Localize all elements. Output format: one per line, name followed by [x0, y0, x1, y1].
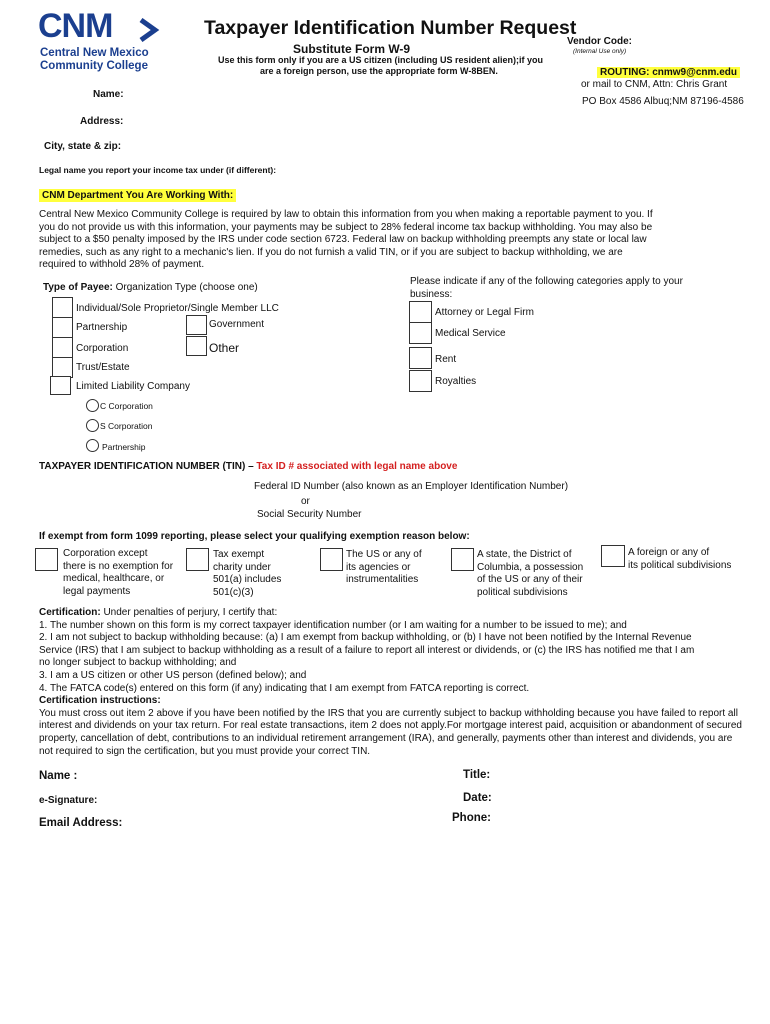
exempt-text-line: instrumentalities: [346, 574, 419, 586]
radio-c-corporation[interactable]: [86, 399, 99, 412]
form-subtitle: Substitute Form W-9: [293, 42, 411, 56]
exempt-text-line: A foreign or any of: [628, 547, 710, 558]
label-individual: Individual/Sole Proprietor/Single Member LLC: [76, 303, 279, 314]
tin-ssn-label: Social Security Number: [257, 509, 362, 520]
vendor-code-label: Vendor Code:: [567, 36, 633, 47]
label-attorney: Attorney or Legal Firm: [435, 307, 534, 318]
certification-intro-text: Under penalties of perjury, I certify that:: [100, 607, 278, 618]
checkbox-exempt-corporation[interactable]: [35, 548, 58, 571]
label-government: Government: [209, 319, 265, 330]
tin-heading-red: Tax ID # associated with legal name above: [256, 461, 458, 472]
exempt-text-line: of the US or any of their: [477, 574, 583, 586]
name-label: Name:: [93, 89, 124, 100]
label-partnership: Partnership: [76, 322, 128, 333]
label-corporation: Corporation: [76, 343, 129, 354]
categories-heading: [410, 276, 683, 301]
certification-intro: [39, 607, 744, 620]
payee-label: Type of Payee:: [43, 282, 113, 293]
label-royalties: Royalties: [435, 376, 477, 387]
certification-line: 2. I am not subject to backup withholding because: (a) I am exempt from backup withholding, or (b) I have not been notified by the Internal Revenue: [39, 632, 692, 644]
internal-use-note: (Internal Use only): [573, 48, 627, 55]
certification-instruction-line: interest and dividends on your tax return. For real estate transactions, item 2 does not apply.For mortgage interest paid, acquisition or abandonment of secured: [39, 720, 742, 732]
exempt-text-line: its agencies or: [346, 561, 411, 573]
exempt-text-line: A state, the District of: [477, 549, 572, 560]
esignature-label: e-Signature:: [39, 795, 98, 806]
routing-email[interactable]: ROUTING: cnmw9@cnm.edu: [597, 67, 740, 78]
tin-federal-label: Federal ID Number (also known as an Employer Identification Number): [254, 481, 569, 492]
certification-label: Certification:: [39, 607, 101, 618]
categories-heading-line: business:: [410, 288, 453, 300]
certification-line: no longer subject to backup withholding; and: [39, 657, 237, 669]
checkbox-corporation[interactable]: [52, 337, 73, 358]
certification-line: Service (IRS) that I am subject to backup withholding as a result of a failure to report all interest or dividends, or (c) the IRS has notified me that I am: [39, 644, 695, 656]
certification-instructions-label: Certification instructions:: [39, 695, 161, 707]
exempt-state-text: [477, 549, 583, 599]
certification-line: 1. The number shown on this form is my correct taxpayer identification number (or I am waiting for a number to be issued to me); and: [39, 619, 627, 631]
intro-line: required to withhold 28% of payment.: [39, 259, 205, 271]
radio-partnership[interactable]: [86, 439, 99, 452]
logo-line2: Community College: [40, 60, 148, 72]
intro-line: subject to a $50 penalty imposed by the IRS under code section 6723. Federal law on backup withholding preempts any state or local law: [39, 234, 647, 246]
org-type-label: Organization Type (choose one): [112, 282, 258, 293]
certification-line: 3. I am a US citizen or other US person (defined below); and: [39, 669, 307, 681]
label-llc: Limited Liability Company: [76, 381, 190, 392]
logo-letters: CNM: [38, 7, 113, 45]
checkbox-exempt-us[interactable]: [320, 548, 343, 571]
mail-line: or mail to CNM, Attn: Chris Grant: [581, 79, 728, 90]
label-trust: Trust/Estate: [76, 362, 130, 373]
tin-heading: [39, 461, 457, 472]
city-label: City, state & zip:: [44, 141, 122, 152]
legal-name-label: Legal name you report your income tax under (if different):: [39, 165, 277, 175]
email-address-label: Email Address:: [39, 817, 123, 829]
signature-title-label: Title:: [463, 769, 491, 781]
exempt-text-line: there is no exemption for: [63, 560, 174, 572]
form-title: Taxpayer Identification Number Request: [204, 17, 577, 39]
instruction-line2: are a foreign person, use the appropriate form W-8BEN.: [260, 66, 498, 76]
exempt-heading: If exempt from form 1099 reporting, please select your qualifying exemption reason below:: [39, 531, 470, 542]
exempt-text-line: 501(a) includes: [213, 574, 282, 586]
tin-or: or: [301, 496, 310, 507]
checkbox-trust[interactable]: [52, 357, 73, 378]
checkbox-individual[interactable]: [52, 297, 73, 318]
exempt-text-line: political subdivisions: [477, 586, 568, 598]
exempt-text-line: legal payments: [63, 585, 131, 597]
checkbox-exempt-charity[interactable]: [186, 548, 209, 571]
checkbox-exempt-foreign[interactable]: [601, 545, 625, 567]
exempt-text-line: The US or any of: [346, 549, 422, 560]
logo-line1: Central New Mexico: [40, 47, 149, 59]
certification-instruction-line: property, cancellation of debt, contributions to an individual retirement arrangement (IRA), and generally, payments other than interest and dividends, you are: [39, 732, 733, 744]
exempt-foreign-text: [628, 547, 731, 572]
categories-heading-line: Please indicate if any of the following categories apply to your: [410, 276, 683, 287]
certification-block: [39, 607, 744, 758]
exempt-text-line: charity under: [213, 561, 271, 573]
payee-heading: [43, 282, 258, 293]
intro-line: remedies, such as any right to a mechanic's lien. If you do not furnish a valid TIN, or if you are subject to backup withholding, we are: [39, 246, 623, 258]
checkbox-medical[interactable]: [409, 322, 432, 344]
exempt-text-line: 501(c)(3): [213, 586, 254, 598]
exempt-text-line: its political subdivisions: [628, 559, 732, 571]
label-medical: Medical Service: [435, 328, 506, 339]
department-label: CNM Department You Are Working With:: [39, 189, 236, 202]
checkbox-partnership[interactable]: [52, 317, 73, 338]
address-line: PO Box 4586 Albuq;NM 87196-4586: [582, 96, 744, 107]
exempt-corporation-text: [63, 548, 173, 598]
certification-instruction-line: You must cross out item 2 above if you have been notified by the IRS that you are currently subject to backup withholding because you have failed to report all: [39, 707, 738, 719]
checkbox-attorney[interactable]: [409, 301, 432, 323]
label-rent: Rent: [435, 354, 457, 365]
intro-line: Central New Mexico Community College is required by law to obtain this information from you when making a reportable payment to you. If: [39, 209, 653, 220]
checkbox-llc[interactable]: [50, 376, 71, 395]
label-other: Other: [209, 341, 240, 355]
phone-label: Phone:: [452, 812, 491, 824]
intro-paragraph: [39, 209, 669, 272]
exempt-text-line: Columbia, a possession: [477, 561, 584, 573]
instruction-line1: Use this form only if you are a US citizen (including US resident alien);if you: [218, 55, 544, 65]
exempt-us-text: [346, 549, 422, 587]
checkbox-government[interactable]: [186, 315, 207, 335]
label-partnership-sub: Partnership: [102, 442, 146, 452]
label-c-corporation: C Corporation: [100, 401, 153, 411]
logo-arrow-icon: [138, 18, 160, 42]
intro-line: you do not provide us with this information, your payments may be subject to 28% federal income tax backup withholding. You may also be: [39, 221, 653, 233]
date-label: Date:: [463, 792, 492, 804]
cnm-logo: [38, 7, 163, 76]
exempt-charity-text: [213, 549, 281, 599]
certification-line: 4. The FATCA code(s) entered on this form (if any) indicating that I am exempt from FATCA reporting is correct.: [39, 682, 530, 694]
exempt-text-line: Corporation except: [63, 548, 148, 559]
label-s-corporation: S Corporation: [100, 421, 153, 431]
checkbox-rent[interactable]: [409, 347, 432, 369]
checkbox-exempt-state[interactable]: [451, 548, 474, 571]
radio-s-corporation[interactable]: [86, 419, 99, 432]
checkbox-other[interactable]: [186, 336, 207, 356]
tin-heading-label: TAXPAYER IDENTIFICATION NUMBER (TIN) –: [39, 461, 257, 472]
address-label: Address:: [80, 116, 124, 127]
exempt-text-line: Tax exempt: [213, 549, 265, 560]
certification-instruction-line: not required to sign the certification, but you must provide your correct TIN.: [39, 745, 371, 757]
exempt-text-line: medical, healthcare, or: [63, 573, 165, 585]
checkbox-royalties[interactable]: [409, 370, 432, 392]
signature-name-label: Name :: [39, 770, 78, 782]
